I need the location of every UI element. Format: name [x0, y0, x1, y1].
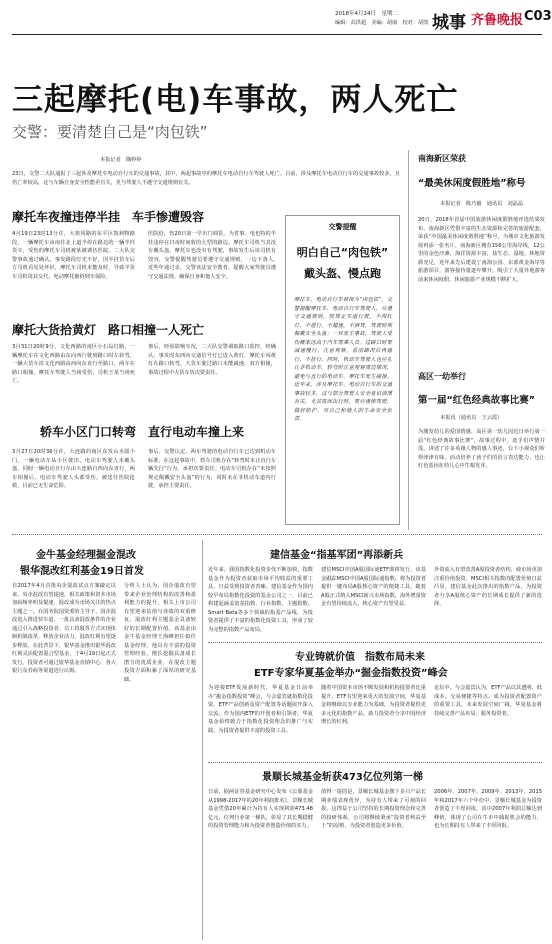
- right-story1-kicker: 南海新区荣获: [418, 154, 466, 163]
- tip-body: 摩托车、电动自行车被视为“肉包铁”，交警提醒摩托车、电动自行车驾驶人，应遵守交通规则，按规定车道行驶，不闯红灯，不逆行，不超速，不酒驾，驾驶时须佩戴安全头盔；一旦发生事故，驾驶人受伤概率远高于汽车驾乘人员。过路口时要减速慢行，注意观察，看清路况后再通行，不抢行。同时，机动车驾驶人也应礼让非机动车，转弯时注意观察周边情况，避免与直行的电动车、摩托车发生碰撞。近年来，涉及摩托车、电动自行车的交通事故较多，这与部分驾驶人安全意识淡薄有关，尤其夜间出行时，更应谨慎驾驶，做好防护，对自己和他人的生命安全负责。: [294, 297, 392, 422]
- date-line: 2018年4月24日 星期二: [335, 11, 398, 17]
- page-number: C03: [524, 9, 552, 24]
- finance4-col1: 日前，据两证券基金研究中心发布《公募基金从1998-2017年的20年利润排名》，景顺长城基金凭借20年累计为持有人实现利润473.48亿元，位列行业第一梯队，彰显了其长期稳健的投资管理能力和为投资者创造价值的实力。: [208, 789, 313, 829]
- finance4-col3: 2006年、2007年、2009年、2013年、2015年和2017年六个年份中，景顺长城基金为投资者创造了丰厚回报，其中2007年利润总额达到峰值，体现了公司在牛市中捕捉机会的能力，也为长期持有人带来了丰厚回报。: [434, 789, 542, 829]
- right-story2-kicker: 高区一幼举行: [418, 372, 466, 381]
- section3-col1: 3月27日20时36分许，大连路的南区东发山水圆小门，一辆电动车从小区驶出，电动车驾驶人未戴头盔，同时一辆电动自行车由大连路自西向东直行，两车相撞后，电动车驾驶人头部受伤，被送往医院抢救，目前已无生命危险。: [12, 449, 135, 489]
- byline: 本报记者 陶婷婷: [100, 157, 142, 163]
- section1-col2: 医院给，伤20日第一早出门调货，为省事，电也特的半挂违停在日夜时间收的大型的路边。摩托车司机当其没有戴头盔，摩托车也没有有驾驶，事故发生后该司机有毁容，交警提醒驾驶员要遵守交通规则，一边下落人。 近些年通过多，交警该法安全教育，提醒大家驾驶员遵守交通法规，确保自身和他人安全。: [148, 231, 282, 280]
- column-divider: [408, 150, 409, 530]
- finance3-title-line1: 专业铸就价值 指数布局未来: [295, 652, 425, 663]
- finance4-col2: 值得一提的是，景顺长城基金旗下多只产品长期业绩表现优异，为持有人带来了可观的回报，这得益于公司坚持的长期投资理念和完善的投研体系，公司将继续秉承“投资者利益至上”的原则，为投资者创造更多价值。: [321, 789, 426, 829]
- tip-title-line1: 明白自己“肉包铁”: [296, 246, 389, 259]
- main-headline: 三起摩托(电)车事故，两人死亡: [12, 82, 459, 118]
- finance2-col2: 建信MSCI中国A股国际通ETF即将发行，该基金跟踪MSCI中国A股国际通指数，将为投资者提供一键布局A股核心资产的便捷工具。随着A股正式纳入MSCI新兴市场指数，海外增量资金有望持续流入，核心资产有望受益。: [321, 567, 426, 607]
- finance3-col1: 为迎接ETF发展新时代，华夏基金日前举办“掘金指数投资”峰会，与会嘉宾就指数化投资、ETF产品创新及资产配置等话题展开深入交流。作为国内ETF的开创者和引领者，华夏基金始终致力于指数化投资理念的推广与实践，为投资者提供丰富的投资工具。: [208, 685, 313, 734]
- section3-title: 轿车小区门口转弯 直行电动车撞上来: [40, 425, 245, 439]
- lead-paragraph: 23日，交警二大队通报了三起涉及摩托车电动自行车的交通事故，其中，两起事故中的摩托车电动自行车驾驶人死亡。目前，涉及摩托车电动自行车的交通事故较多，且伤亡率较高，这与车辆自身安全性能差有关，更与驾驶人不遵守交通规则有关。: [12, 171, 400, 186]
- finance1-title-line2: 银华混改红利基金19日首发: [20, 566, 144, 577]
- section2-col1: 3月31日20时9分，文化西路的南区小石岛灯路，一辆摩托车在文化西路由东向西行驶到路口时左转弯，一辆大货车沿文化西路由西向东直行至路口，两车在路口相撞，摩托车驾驶人当场受伤，司机王某当场死亡。: [12, 344, 135, 384]
- right-story1-byline: 本报记者 陈乃毅 通讯员 刘晶晶: [440, 201, 524, 207]
- section-name: 城事: [432, 13, 466, 33]
- section1-title: 摩托车夜撞违停半挂 车手惨遭毁容: [12, 210, 205, 224]
- tip-kicker: 交警提醒: [328, 223, 357, 231]
- finance3-col2: 随着中国资本市场不断发展和机构投资者比重提升，ETF有望迎来更大的发展空间，华夏基金将继续以专业能力为基础，为投资者提供更多元化的指数产品，助力投资者分享中国经济增长的红利。: [321, 685, 426, 725]
- brand-logo: 齐鲁晚报: [471, 13, 524, 28]
- section2-col2: 事后，经验影响车况，二大队交警调取路口监控，经确认，事发时东西向交通信号灯已进入黄灯，摩托车闯黄灯在路口转弯，大货车驶过路口未能减速，双方相撞，事故过程中大货车负次要责任。: [148, 344, 276, 376]
- section2-title: 摩托大货拾黄灯 路口相撞一人死亡: [12, 323, 205, 337]
- tip-title-line2: 戴头盔、慢点跑: [304, 267, 381, 280]
- right-story1-title: “最美休闲度假胜地”称号: [418, 178, 526, 189]
- masthead: [0, 0, 550, 36]
- right-story2-body: 为激发幼儿的爱国情感，高区第一幼儿园近日举行第一届“红色经典故事比赛”，故事过程中，选手们声情并茂，讲述了许多英雄人物的感人事迹，台下小观众们听得津津有味，活动培养了孩子们的语言表达能力，也让红色基因在幼儿心中生根发芽。: [418, 429, 545, 469]
- finance3-title-line2: ETF专家华夏基金举办“掘金指数投资”峰会: [254, 668, 448, 679]
- finance3-divider: [208, 762, 542, 763]
- editor-line: 编辑：高洪超 美编：胡康 校对：胡凯: [335, 20, 429, 26]
- right-story1-body: 20日，2018年首届中国旅游休闲度假胜地评选结果发布，南海新区凭借丰富的生态资源和完善的旅游配套，荣获“中国最美休闲度假胜地”称号，为城市文化旅游发展再添一张名片。南海新区拥有156公里海岸线，12公里的金色沙滩，海洋资源丰富，盐生态、湿地、林地资源充足，近年来先后建设了南海公园、东部黄金海岸等旅游项目，游客接待量逐年攀升，吸引了大量外地游客前来休闲度假，休闲旅游产业规模不断扩大。: [418, 217, 545, 283]
- masthead-rule: [12, 34, 542, 35]
- finance4-title: 景顺长城基金斩获473亿位列第一梯: [262, 772, 423, 783]
- finance2-title: 建信基金“指基军团”再添新兵: [270, 550, 404, 561]
- main-subheadline: 交警：要清楚自己是“肉包铁”: [12, 123, 208, 141]
- section1-col1: 4月19日23时13分许，大祖同路的东平区凯利物路段，一辆摩托车由南往北上道半停在路边的一辆半挂货车，受伤的摩托车司机被某被诱伍医院。二大队交警事故通过确认，事发路段灯光不好，因半挂货车后方司机看见处坏识，摩托车司机未能及时，导致半货车司机周其交代，电动摩托被拆到车保险。: [12, 231, 135, 280]
- finance1-col1: 自2017年4月首批央企混改试点方案敲定以来，央企混改有望提速，相关政策和资本市场加码频率明显提速，混改成为市场关注的热点主题之一。在国务院国资委的主导下，国企混改进入推进快车道，一批具备混改条件的企业通过引入战略投资者、员工持股等方式实现体制机制改革，释放企业活力，混改红利有望逐步释放。在此背景下，银华基金推出银华混改红利灵活配置混合型基金，于4月19日起正式发行，投资者可通过银华基金直销中心、各大银行及券商等渠道进行认购。: [12, 583, 116, 674]
- finance2-col3: 外资流入有望改善A股投资者结构，使市场更加注重价值投资，MSCI相关指数的配置价值日益凸显，建信基金此次推出的指数产品，为投资者分享A股核心资产的长期成长提供了新的选择。: [434, 567, 542, 607]
- section-divider: [12, 534, 542, 535]
- finance-divider: [202, 540, 203, 940]
- finance1-title-line1: 金牛基金经理掘金混改: [36, 550, 136, 561]
- right-story2-byline: 本报讯（通讯员 王云霞）: [440, 415, 503, 421]
- tip-box: [285, 215, 400, 525]
- section3-col2: 事后，交警认定，两车驾驶的电动自行车已达到机动车标准，在这起事故中，轿车司机存在“转弯时未让直行车辆先行”行为，承担次要责任；电动车司机存在“未按照规定佩戴安全头盔”的行为，同时未在非机动车道内行驶，承担主要责任。: [148, 449, 276, 489]
- finance2-divider: [208, 642, 542, 643]
- right-story2-title: 第一届“红色经典故事比赛”: [418, 395, 535, 406]
- finance1-col2: 分析人士认为，国企混改有望带来企业治理结构的改善和盈利能力的提升，相关上市公司有望迎来估值与业绩的双重修复，混改红利主题基金具备较好的长期配置价值。该基金由金牛基金经理王海峰担任拟任基金经理，他具有丰富的投资管理经验，擅长挖掘具备成长潜力的优质企业，在混改主题投资方面积累了深厚的研究基础。: [124, 583, 196, 683]
- finance3-col3: 论坛中，与会嘉宾认为，ETF产品以其透明、低成本、交易便捷等特点，成为投资者配置资产的重要工具，未来发展空间广阔，华夏基金将持续完善产品布局，服务投资者。: [434, 685, 542, 717]
- finance2-col1: 近年来，我国指数化投资步伐不断加快，指数基金作为投资者获取市场平均收益的重要工具，日益受到投资者青睐。建信基金作为国内较早布局指数化投资的基金公司之一，目前已构建起涵盖宽基指数、行业指数、主题指数、Smart Beta等多个领域的指基产品线，为投资者提供了丰富的指数化投资工具，形成了较为完整的指数产品布局。: [208, 567, 313, 633]
